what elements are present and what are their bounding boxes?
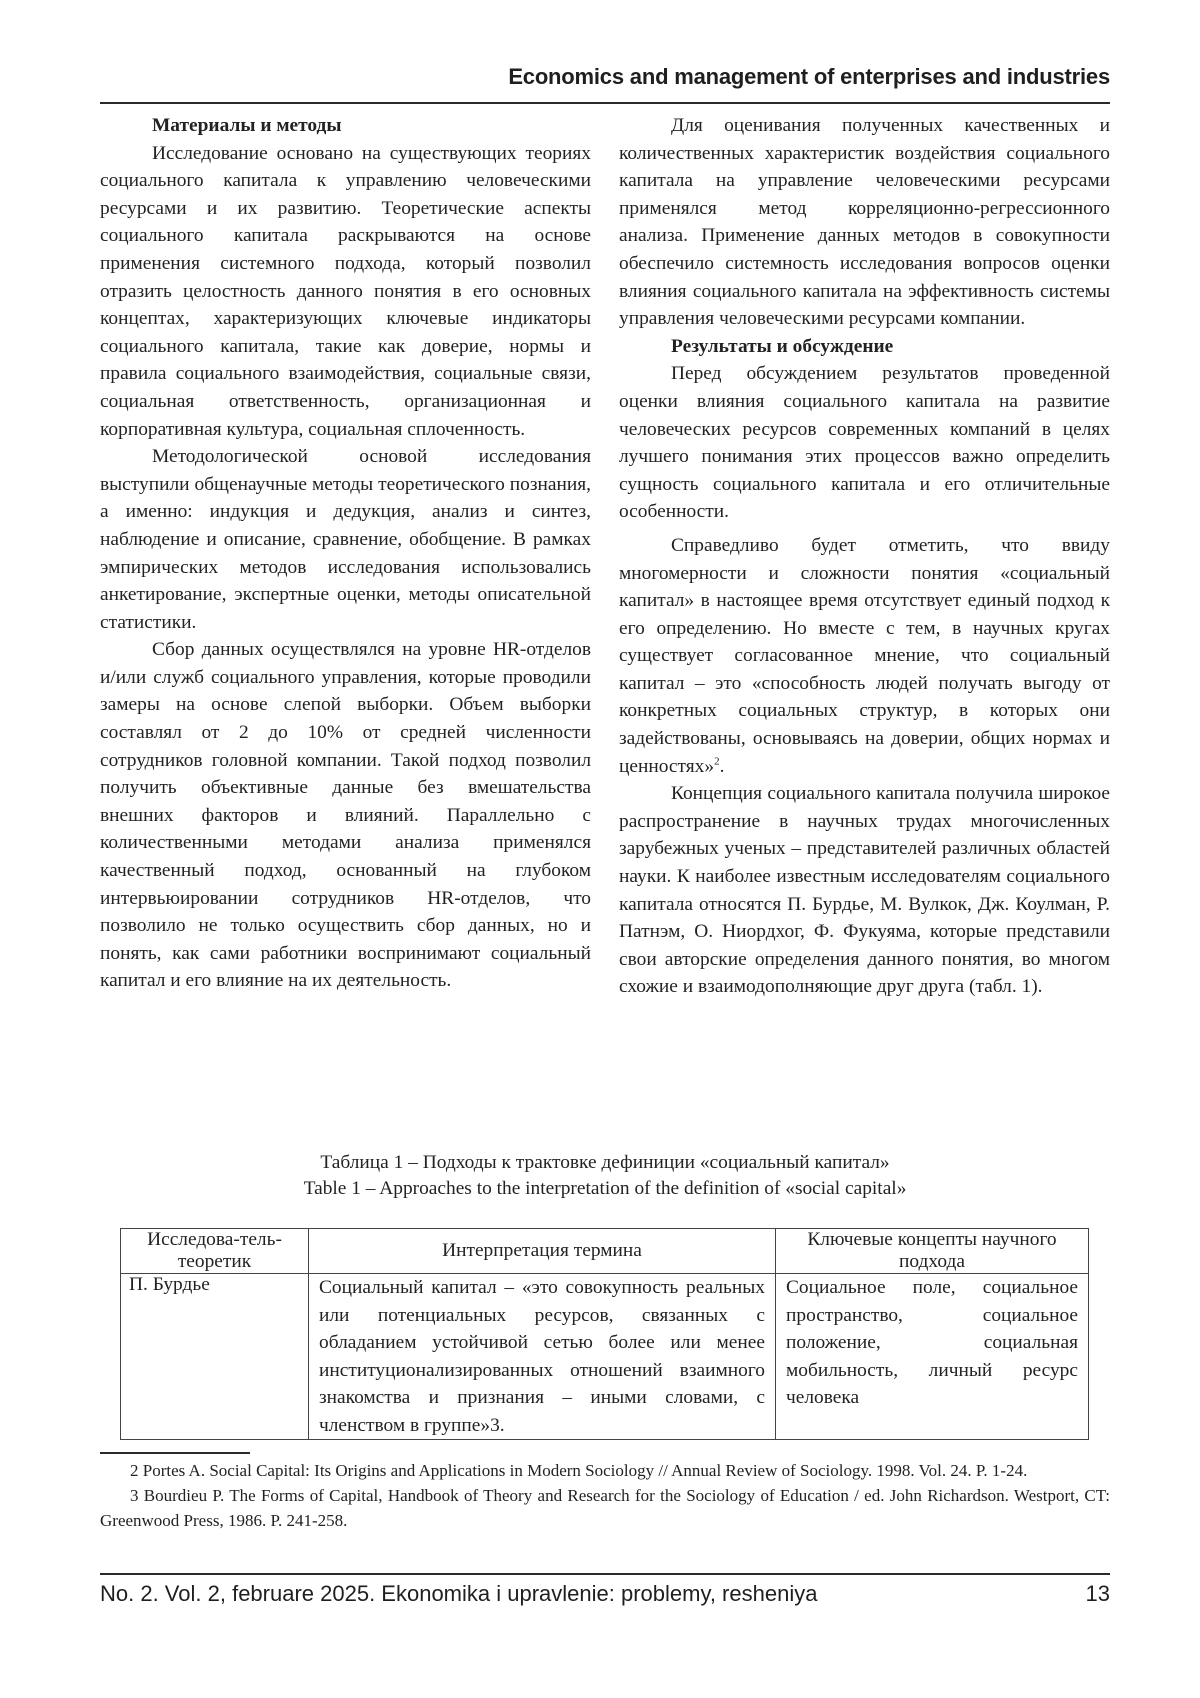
cell-concepts: Социальное поле, социальное пространство, социальное положение, социальная мобильность, личный ресурс человека: [776, 1274, 1089, 1440]
section-heading-results-discussion: Результаты и обсуждение: [671, 335, 894, 357]
table-caption-ru: Таблица 1 – Подходы к трактовке дефиниции «социальный капитал»: [320, 1152, 890, 1173]
cell-researcher: П. Бурдье: [121, 1274, 309, 1440]
body-paragraph: Методологической основой исследования выступили общенаучные методы теоретического познания, а именно: индукция и дедукция, анализ и синтез, наблюдение и описание, сравнение, обобщение. В рамках эмпирических методов исследования использовались анкетирование, экспертные оценки, методы описательной статистики.: [100, 446, 591, 633]
body-paragraph: Сбор данных осуществлялся на уровне HR-отделов и/или служб социального управления, которые проводили замеры на основе слепой выборки. Объем выборки составлял от 2 до 10% от средней численности сотрудников головной компании. Такой подход позволил получить объективные данные без вмешательства внешних факторов и влияний. Параллельно с количественными методами анализа применялся качественный подход, основанный на глубоком интервьюировании сотрудников HR-отделов, что позволило не только осуществить сбор данных, но и понять, как сами работники воспринимают социальный капитал и его влияние на их деятельность.: [100, 639, 591, 992]
social-capital-approaches-table: [120, 1228, 1089, 1440]
left-column: [100, 112, 591, 995]
body-paragraph-text: Справедливо будет отметить, что ввиду многомерности и сложности понятия «социальный капитал» в настоящее время отсутствует единый подход к его определению. Но вместе с тем, в научных кругах существует согласованное мнение, что социальный капитал – это «способность людей получать выгоду от конкретных социальных структур, в которых они задействованы, основываясь на доверии, общих нормах и ценностях»: [619, 534, 1110, 777]
header-divider: [100, 102, 1110, 104]
footnote-divider: [100, 1452, 250, 1454]
footnote-2: 2 Portes A. Social Capital: Its Origins and Applications in Modern Sociology // Annual Review of Sociology. 1998. Vol. 24. P. 1-24.: [130, 1461, 1028, 1480]
footnote-3: 3 Bourdieu P. The Forms of Capital, Handbook of Theory and Research for the Sociology of Education / ed. John Richardson. Westport, CT: Greenwood Press, 1986. P. 241-258.: [100, 1486, 1110, 1530]
page-number: 13: [1085, 1581, 1110, 1606]
column-header-interpretation: Интерпретация термина: [309, 1229, 776, 1274]
running-footer: [100, 1580, 1110, 1608]
footnotes: [100, 1458, 1110, 1533]
column-header-researcher: Исследова-тель-теоретик: [121, 1229, 309, 1274]
table-caption: [100, 1150, 1110, 1202]
footer-divider: [100, 1573, 1110, 1575]
table-caption-en: Table 1 – Approaches to the interpretation of the definition of «social capital»: [303, 1178, 907, 1199]
section-heading-materials-methods: Материалы и методы: [152, 115, 342, 136]
running-header-title: Economics and management of enterprises and industries: [508, 64, 1110, 89]
journal-citation: No. 2. Vol. 2, februare 2025. Ekonomika i upravlenie: problemy, resheniya: [100, 1581, 818, 1606]
table-row: [121, 1274, 1089, 1440]
footnote-reference[interactable]: 2: [714, 755, 720, 768]
body-paragraph: [619, 532, 1110, 780]
body-paragraph: Перед обсуждением результатов проведенной оценки влияния социального капитала на развитие человеческих ресурсов современных компаний в целях лучшего понимания этих процессов важно определить сущность социального капитала и его отличительные особенности.: [619, 363, 1110, 523]
table-header-row: [121, 1229, 1089, 1274]
column-header-concepts: Ключевые концепты научного подхода: [776, 1229, 1089, 1274]
body-paragraph: Исследование основано на существующих теориях социального капитала к управлению человеческими ресурсами и их развитию. Теоретические аспекты социального капитала раскрываются на основе применения системного подхода, который позволил отразить целостность данного понятия в его основных концептах, характеризующих ключевые индикаторы социального капитала, такие как доверие, нормы и правила социального взаимодействия, социальные связи, социальная ответственность, организационная и корпоративная культура, социальная сплоченность.: [100, 142, 591, 440]
body-paragraph: Для оценивания полученных качественных и количественных характеристик воздействия социального капитала на управление человеческими ресурсами применялся метод корреляционно-регрессионного анализа. Применение данных методов в совокупности обеспечило системность исследования вопросов оценки влияния социального капитала на эффективность системы управления человеческими ресурсами компании.: [619, 115, 1110, 330]
sentence-end: .: [719, 755, 725, 777]
right-column: [619, 112, 1110, 1001]
body-paragraph: Концепция социального капитала получила широкое распространение в научных трудах многочисленных зарубежных ученых – представителей различных областей науки. К наиболее известным исследователям социального капитала относятся П. Бурдье, М. Вулкок, Дж. Коулман, Р. Патнэм, О. Ниордхог, Ф. Фукуяма, которые представили свои авторские определения данного понятия, во многом схожие и взаимодополняющие друг друга (табл. 1).: [619, 783, 1110, 998]
cell-interpretation: Социальный капитал – «это совокупность реальных или потенциальных ресурсов, связанных с обладанием устойчивой сетью более или менее институционализированных отношений взаимного знакомства и признания – иными словами, с членством в группе»3.: [309, 1274, 776, 1440]
